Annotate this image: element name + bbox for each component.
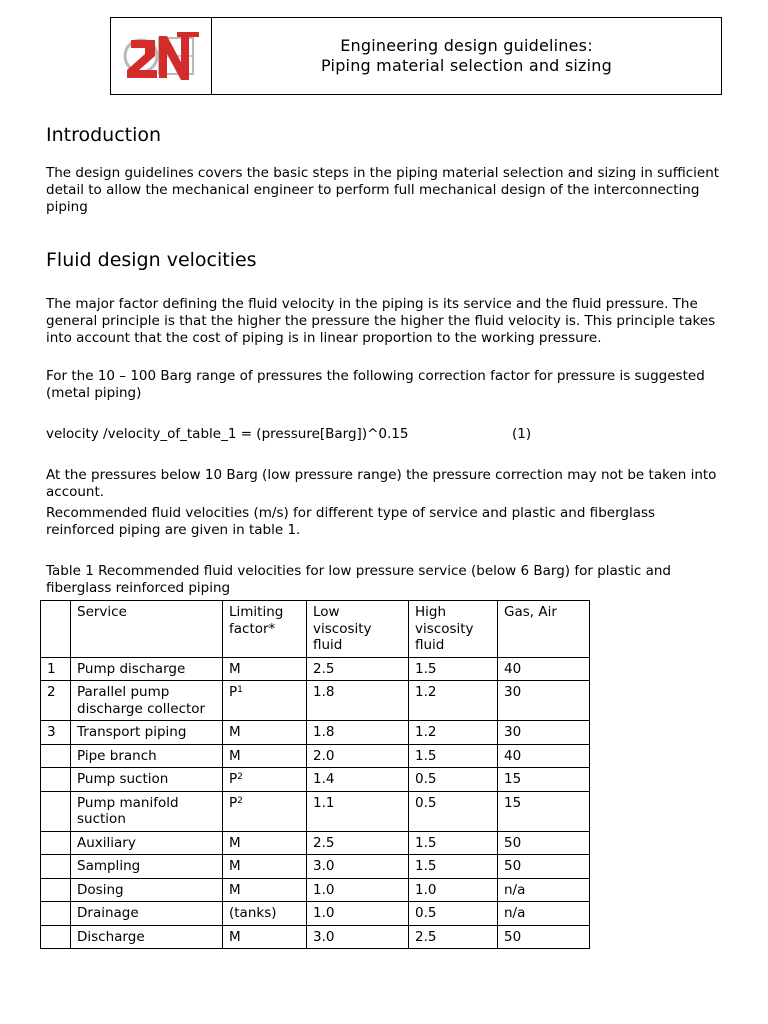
high-viscosity-cell: 1.0 [409,878,498,902]
limiting-factor-cell [223,878,307,902]
limiting-factor-cell [223,855,307,879]
introduction-text: The design guidelines covers the basic steps in the piping material selection and sizing in sufficient detail to allow the mechanical engineer to perform full mechanical design of the interconnecting piping [46,165,720,215]
document-header [110,17,722,95]
row-number-cell: 2 [41,681,71,721]
limiting-factor-cell [223,721,307,745]
high-viscosity-cell: 0.5 [409,791,498,831]
header-cell-low-viscosity: Low viscosity fluid [307,601,409,658]
introduction-heading: Introduction [46,124,162,146]
row-number-cell [41,768,71,792]
limiting-factor-cell [223,744,307,768]
high-viscosity-cell: 2.5 [409,925,498,949]
row-number-cell [41,744,71,768]
limiting-factor-value: (tanks) [229,905,277,921]
formula-text: velocity /velocity_of_table_1 = (pressure[Barg])^0.15 [46,426,409,442]
title-line-2: Piping material selection and sizing [321,56,612,75]
limiting-factor-cell [223,768,307,792]
header-cell-number [41,601,71,658]
header-cell-high-viscosity: High viscosity fluid [409,601,498,658]
gas-air-cell: n/a [498,878,590,902]
table-row [41,878,590,902]
high-viscosity-cell: 1.2 [409,681,498,721]
fluid-velocity-table [40,600,590,949]
limiting-factor-value: P [229,684,238,700]
limiting-factor-footnote: 2 [237,795,243,806]
limiting-factor-value: M [229,881,241,898]
service-cell: Transport piping [71,721,223,745]
header-cell-gas-air: Gas, Air [498,601,590,658]
table-row [41,744,590,768]
pressure-correction-formula [46,426,532,442]
limiting-factor-cell [223,791,307,831]
high-viscosity-cell: 0.5 [409,902,498,926]
high-viscosity-cell: 1.5 [409,657,498,681]
gas-air-cell: 50 [498,925,590,949]
gas-air-cell: 50 [498,855,590,879]
row-number-cell: 3 [41,721,71,745]
high-viscosity-cell: 1.5 [409,855,498,879]
limiting-factor-cell [223,902,307,926]
fluid-velocities-heading: Fluid design velocities [46,249,257,271]
table-row [41,791,590,831]
service-cell: Pump manifold suction [71,791,223,831]
service-cell: Sampling [71,855,223,879]
service-cell: Dosing [71,878,223,902]
service-cell: Pipe branch [71,744,223,768]
velocity-paragraph-4: Recommended fluid velocities (m/s) for different type of service and plastic and fiberglass reinforced piping are given in table 1. [46,505,656,538]
low-viscosity-cell: 1.8 [307,681,409,721]
low-viscosity-cell: 2.5 [307,657,409,681]
gas-air-cell: 30 [498,721,590,745]
high-viscosity-cell: 1.5 [409,831,498,855]
limiting-factor-value: M [229,928,241,945]
header-cell-service: Service [71,601,223,658]
high-viscosity-cell: 0.5 [409,768,498,792]
high-viscosity-cell: 1.2 [409,721,498,745]
limiting-factor-cell [223,681,307,721]
limiting-factor-value: M [229,747,241,764]
limiting-factor-cell [223,925,307,949]
gas-air-cell: 15 [498,768,590,792]
table-row [41,902,590,926]
limiting-factor-value: M [229,724,241,740]
table-row [41,855,590,879]
limiting-factor-value: M [229,660,241,677]
table-row [41,657,590,681]
limiting-factor-value: P [229,794,238,811]
row-number-cell: 1 [41,657,71,681]
table-row [41,768,590,792]
service-cell: Parallel pump discharge collector [71,681,223,721]
limiting-factor-footnote: 2 [237,772,243,782]
velocity-paragraph-1: The major factor defining the fluid velocity in the piping is its service and the fluid pressure. The general principle is that the higher the pressure the higher the fluid velocity is. This principle takes into account that the cost of piping is in linear proportion to the working pressure. [46,296,716,346]
gas-air-cell: 50 [498,831,590,855]
header-cell-limiting-factor: Limiting factor* [223,601,307,658]
row-number-cell [41,878,71,902]
low-viscosity-cell: 1.1 [307,791,409,831]
velocity-paragraph-3: At the pressures below 10 Barg (low pressure range) the pressure correction may not be taken into account. [46,467,717,500]
row-number-cell [41,855,71,879]
table-caption: Table 1 Recommended fluid velocities for low pressure service (below 6 Barg) for plastic and fiberglass reinforced piping [46,563,671,596]
table-header-row [41,601,590,658]
row-number-cell [41,925,71,949]
table-row [41,721,590,745]
service-cell: Pump discharge [71,657,223,681]
low-viscosity-cell: 2.5 [307,831,409,855]
low-viscosity-cell: 1.0 [307,878,409,902]
limiting-factor-value: P [229,771,238,787]
service-cell: Drainage [71,902,223,926]
velocity-paragraph-2: For the 10 – 100 Barg range of pressures the following correction factor for pressure is suggested (metal piping) [46,368,705,401]
limiting-factor-cell [223,831,307,855]
row-number-cell [41,791,71,831]
low-viscosity-cell: 2.0 [307,744,409,768]
title-line-1: Engineering design guidelines: [340,36,593,55]
company-logo [119,26,203,86]
limiting-factor-cell [223,657,307,681]
low-viscosity-cell: 1.4 [307,768,409,792]
gas-air-cell: 30 [498,681,590,721]
low-viscosity-cell: 1.8 [307,721,409,745]
table-row [41,831,590,855]
row-number-cell [41,831,71,855]
limiting-factor-footnote: 1 [237,685,243,695]
document-title [212,18,721,94]
service-cell: Pump suction [71,768,223,792]
gas-air-cell: 15 [498,791,590,831]
row-number-cell [41,902,71,926]
limiting-factor-value: M [229,834,241,851]
service-cell: Discharge [71,925,223,949]
gas-air-cell: n/a [498,902,590,926]
table-row [41,925,590,949]
formula-number: (1) [512,426,532,442]
low-viscosity-cell: 1.0 [307,902,409,926]
low-viscosity-cell: 3.0 [307,925,409,949]
limiting-factor-value: M [229,858,241,874]
logo-cell [111,18,212,94]
table-row [41,681,590,721]
high-viscosity-cell: 1.5 [409,744,498,768]
service-cell: Auxiliary [71,831,223,855]
gas-air-cell: 40 [498,657,590,681]
gas-air-cell: 40 [498,744,590,768]
low-viscosity-cell: 3.0 [307,855,409,879]
